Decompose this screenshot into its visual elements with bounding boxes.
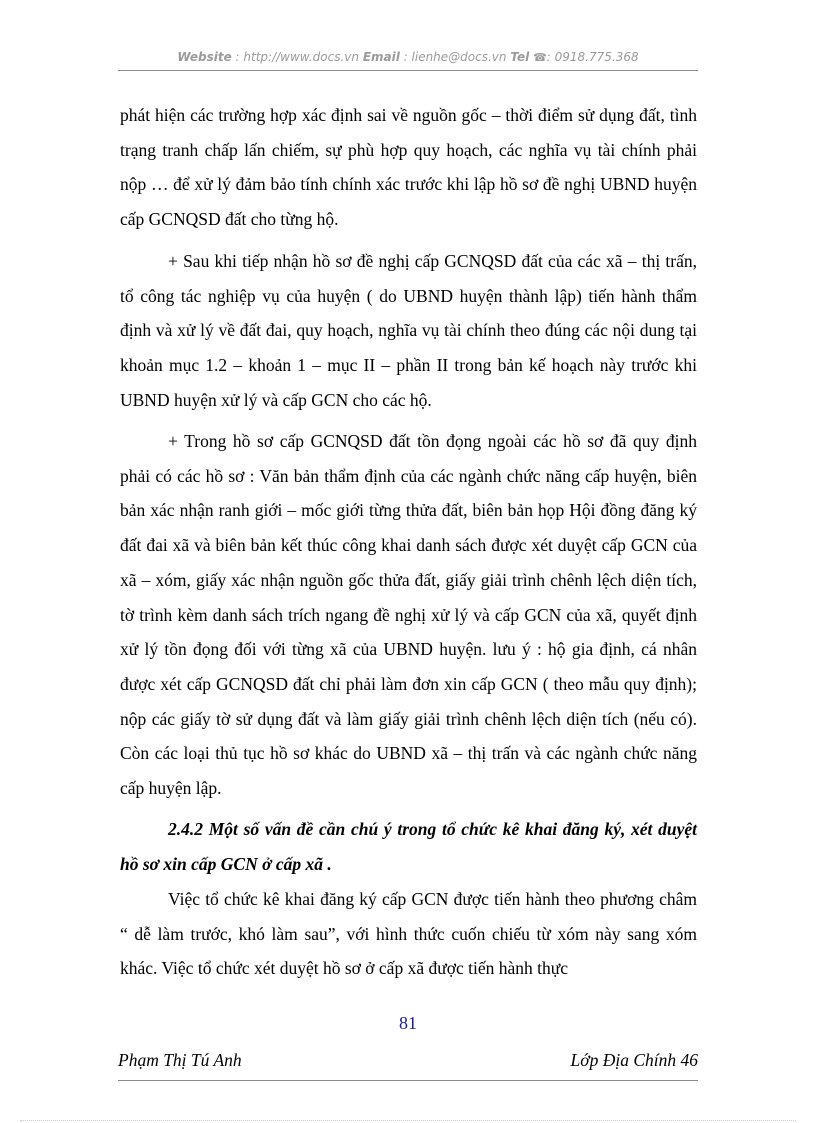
phone-icon: ☎ <box>533 51 547 64</box>
website-value: : http://www.docs.vn <box>235 50 359 64</box>
paragraph-1: phát hiện các trường hợp xác định sai về nguồn gốc – thời điểm sử dụng đất, tình trạng tranh chấp lấn chiếm, sự phù hợp quy hoạch, các nghĩa vụ tài chính phải nộp … để xử lý đảm bảo tính chính xác trước khi lập hồ sơ đề nghị UBND huyện cấp GCNQSD đất cho từng hộ. <box>120 105 697 230</box>
email-value: : lienhe@docs.vn <box>403 50 507 64</box>
section-heading-block <box>120 812 697 881</box>
paragraph-1-block <box>120 98 697 237</box>
paragraph-5: Việc tổ chức kê khai đăng ký cấp GCN được tiến hành theo phương châm “ dễ làm trước, khó làm sau”, với hình thức cuốn chiếu từ xóm này sang xóm khác. Việc tổ chức xét duyệt hồ sơ ở cấp xã được tiến hành thực <box>120 889 697 979</box>
footer-rule <box>118 1080 698 1081</box>
footer-class: Lớp Địa Chính 46 <box>570 1050 698 1070</box>
paragraph-2-block <box>120 244 697 418</box>
paragraph-3-block <box>120 424 697 806</box>
tel-value: : 0918.775.368 <box>546 50 639 64</box>
page-header <box>118 50 698 64</box>
email-label: Email <box>362 50 400 64</box>
page-bottom-divider <box>20 1120 796 1121</box>
tel-label: Tel <box>510 50 530 64</box>
section-heading: 2.4.2 Một số vấn đề cần chú ý trong tổ chức kê khai đăng ký, xét duyệt hồ sơ xin cấp GCN ở cấp xã . <box>120 819 697 874</box>
footer-author: Phạm Thị Tú Anh <box>118 1050 242 1070</box>
paragraph-3: + Trong hồ sơ cấp GCNQSD đất tồn đọng ngoài các hồ sơ đã quy định phải có các hồ sơ : Văn bản thẩm định của các ngành chức năng cấp huyện, biên bản xác nhận ranh giới – mốc giới từng thửa đất, biên bản họp Hội đồng đăng ký đất đai xã và biên bản kết thúc công khai danh sách được xét duyệt cấp GCN của xã – xóm, giấy xác nhận nguồn gốc thửa đất, giấy giải trình chênh lệch diện tích, tờ trình kèm danh sách trích ngang đề nghị xử lý và cấp GCN của xã, quyết định xử lý tồn đọng đối với từng xã của UBND huyện. lưu ý : hộ gia định, cá nhân được xét cấp GCNQSD đất chỉ phải làm đơn xin cấp GCN ( theo mẫu quy định); nộp các giấy tờ sử dụng đất và làm giấy giải trình chênh lệch diện tích (nếu có). Còn các loại thủ tục hồ sơ khác do UBND xã – thị trấn và các ngành chức năng cấp huyện lập. <box>120 431 697 799</box>
paragraph-2: + Sau khi tiếp nhận hồ sơ đề nghị cấp GCNQSD đất của các xã – thị trấn, tổ công tác nghiệp vụ của huyện ( do UBND huyện thành lập) tiến hành thẩm định và xử lý về đất đai, quy hoạch, nghĩa vụ tài chính theo đúng các nội dung tại khoản mục 1.2 – khoản 1 – mục II – phần II trong bản kế hoạch này trước khi UBND huyện xử lý và cấp GCN cho các hộ. <box>120 251 697 410</box>
paragraph-5-block <box>120 882 697 986</box>
page-number: 81 <box>399 1013 417 1033</box>
header-rule <box>118 70 698 71</box>
website-label: Website <box>177 50 232 64</box>
